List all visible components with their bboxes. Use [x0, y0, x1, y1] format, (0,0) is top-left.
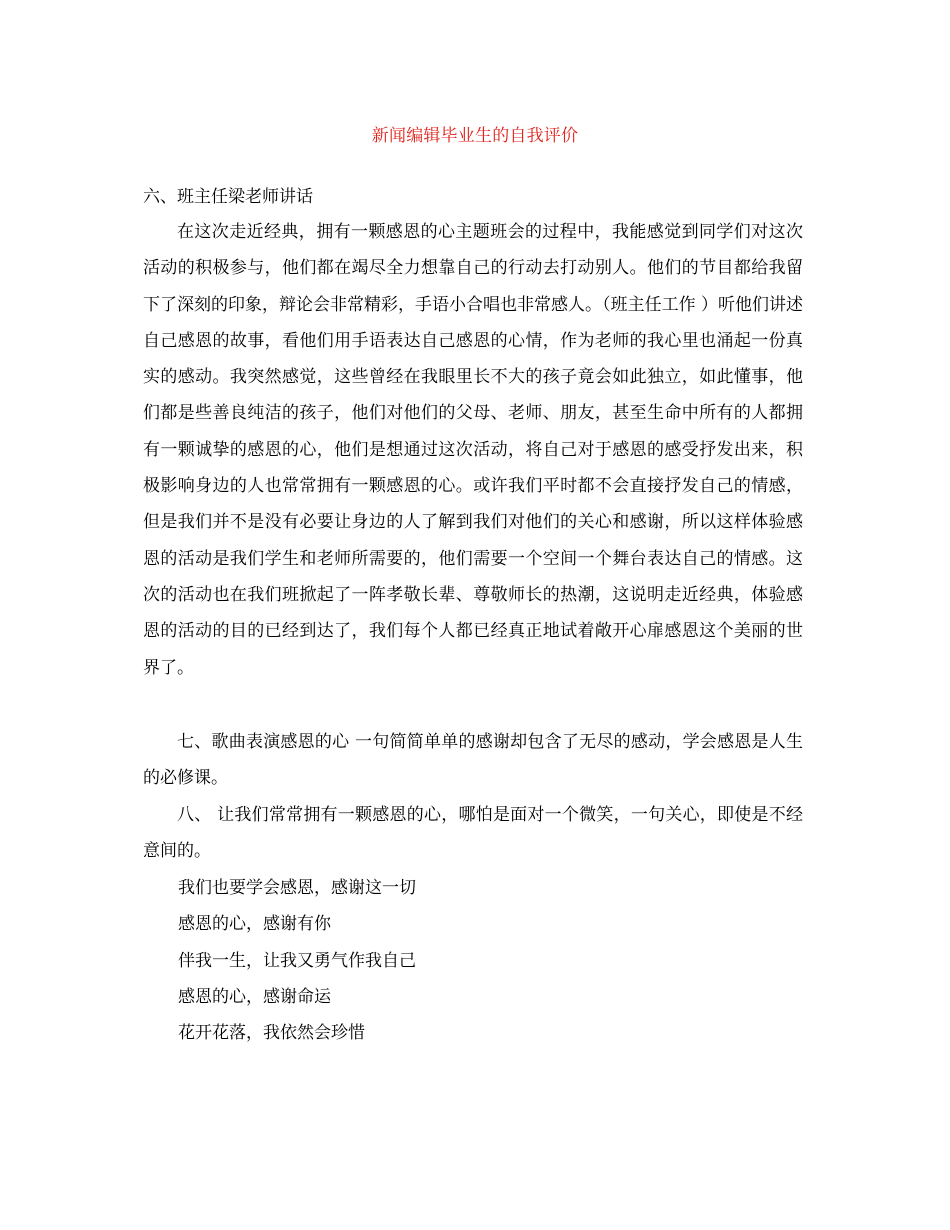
paragraph-song-performance: 七、歌曲表演感恩的心 一句简简单单的感谢却包含了无尽的感动，学会感恩是人生的必修课。: [143, 732, 803, 789]
lyric-line: 感恩的心，感谢命运: [178, 986, 331, 1007]
lyric-line: 我们也要学会感恩，感谢这一切: [178, 878, 416, 898]
section-heading: 六、班主任梁老师讲话: [143, 187, 313, 207]
paragraph-teacher-speech: 在这次走近经典，拥有一颗感恩的心主题班会的过程中，我能感觉到同学们对这次活动的积极参与，他们都在竭尽全力想靠自己的行动去打动别人。他们的节目都给我留下了深刻的印象，辩论会非常精彩，手语小合唱也非常感人。（班主任工作 ）听他们讲述自己感恩的故事，看他们用手语表达自己感恩的心情，作为老师的我心里也涌起一份真实的感动。我突然感觉，这些曾经在我眼里长不大的孩子竟会如此独立，如此懂事，他们都是些善良纯洁的孩子，他们对他们的父母、老师、朋友，甚至生命中所有的人都拥有一颗诚挚的感恩的心，他们是想通过这次活动，将自己对于感恩的感受抒发出来，积极影响身边的人也常常拥有一颗感恩的心。或许我们平时都不会直接抒发自己的情感，但是我们并不是没有必要让身边的人了解到我们对他们的关心和感谢，所以这样体验感恩的活动是我们学生和老师所需要的，他们需要一个空间一个舞台表达自己的情感。这次的活动也在我们班掀起了一阵孝敬长辈、尊敬师长的热潮，这说明走近经典，体验感恩的活动的目的已经到达了，我们每个人都已经真正地试着敞开心扉感恩这个美丽的世界了。: [143, 222, 803, 678]
song-lyrics: [178, 870, 416, 1051]
paragraph-grateful-heart: 八、 让我们常常拥有一颗感恩的心，哪怕是面对一个微笑，一句关心，即使是不经意间的。: [143, 805, 803, 862]
lyric-line: 花开花落，我依然会珍惜: [178, 1023, 365, 1044]
lyric-line: 感恩的心，感谢有你: [178, 914, 331, 935]
lyric-line: 伴我一生，让我又勇气作我自己: [178, 950, 416, 971]
page-title: 新闻编辑毕业生的自我评价: [371, 126, 579, 146]
